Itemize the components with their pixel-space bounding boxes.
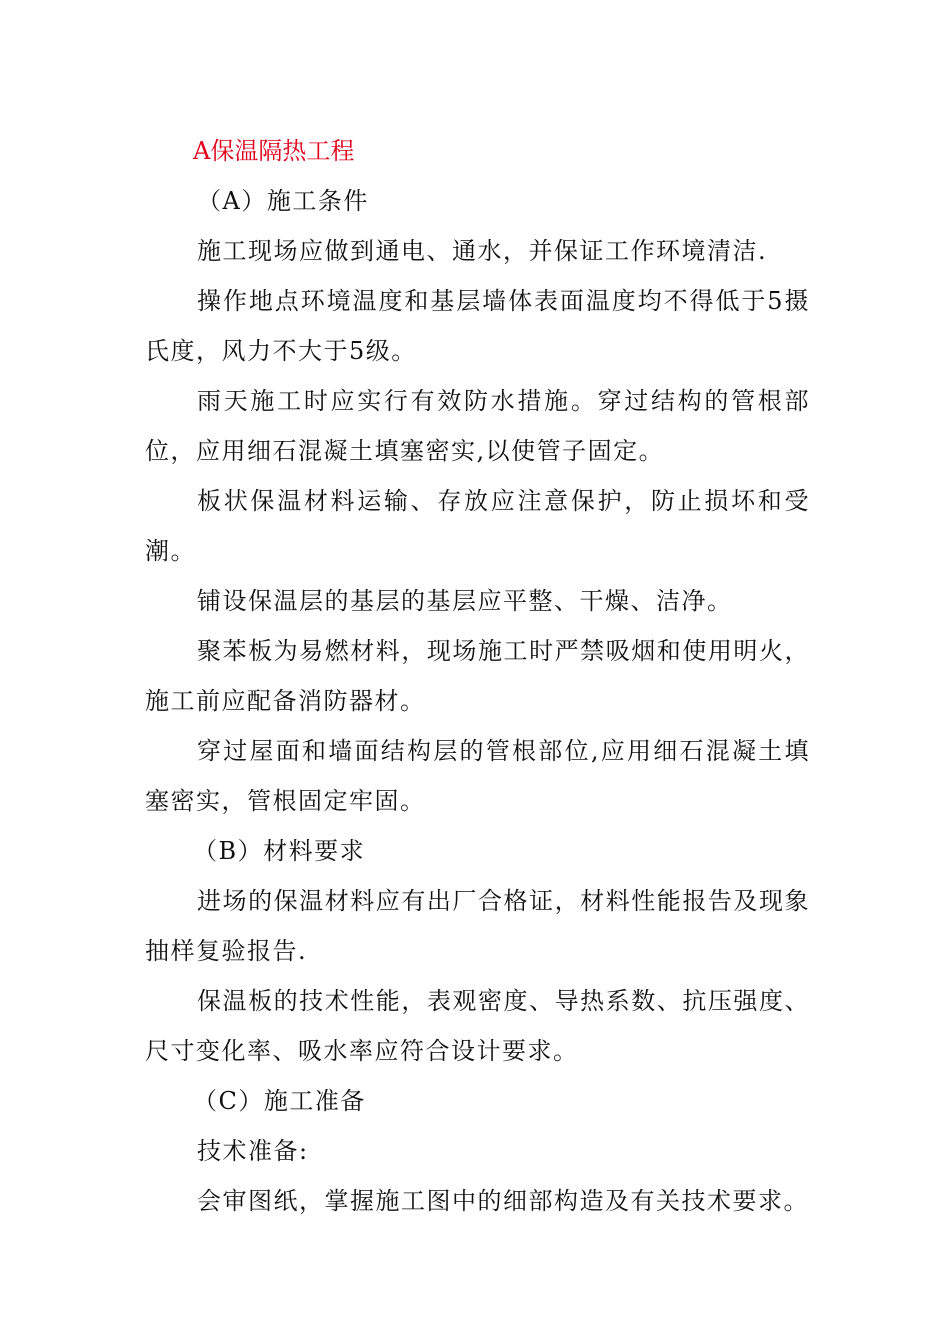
section-heading-b: （B）材料要求 — [193, 837, 366, 865]
document-title: A保温隔热工程 — [193, 137, 355, 165]
paragraph: 操作地点环境温度和基层墙体表面温度均不得低于5摄氏度，风力不大于5级。 — [145, 287, 810, 365]
paragraph: 会审图纸，掌握施工图中的细部构造及有关技术要求。 — [197, 1187, 809, 1215]
paragraph: 聚苯板为易燃材料，现场施工时严禁吸烟和使用明火，施工前应配备消防器材。 — [145, 637, 810, 715]
paragraph: 板状保温材料运输、存放应注意保护，防止损坏和受潮。 — [145, 487, 810, 565]
paragraph: 穿过屋面和墙面结构层的管根部位,应用细石混凝土填塞密实，管根固定牢固。 — [145, 737, 810, 815]
paragraph: 进场的保温材料应有出厂合格证，材料性能报告及现象抽样复验报告. — [145, 887, 810, 965]
paragraph: 技术准备: — [197, 1137, 309, 1165]
document-body — [145, 126, 810, 1226]
paragraph: 雨天施工时应实行有效防水措施。穿过结构的管根部位，应用细石混凝土填塞密实,以使管子固定。 — [145, 387, 810, 465]
section-heading-a: （A）施工条件 — [197, 187, 369, 215]
paragraph: 保温板的技术性能，表观密度、导热系数、抗压强度、尺寸变化率、吸水率应符合设计要求。 — [145, 987, 810, 1065]
paragraph: 施工现场应做到通电、通水，并保证工作环境清洁. — [197, 237, 768, 265]
paragraph: 铺设保温层的基层的基层应平整、干燥、洁净。 — [197, 587, 733, 615]
section-heading-c: （C）施工准备 — [193, 1087, 366, 1115]
